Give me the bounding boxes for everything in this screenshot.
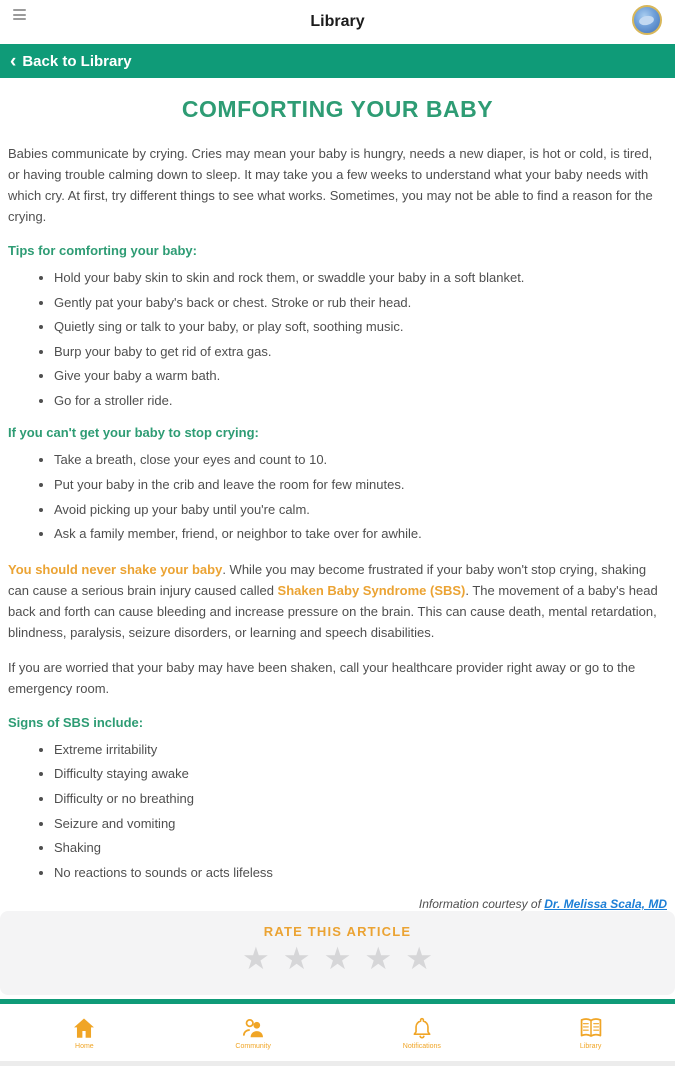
nav-label-library: Library [579, 1043, 602, 1051]
article-title: COMFORTING YOUR BABY [181, 96, 494, 122]
star-icon[interactable]: ★ [405, 941, 433, 977]
cant-stop-list [8, 451, 667, 542]
notifications-icon [409, 1015, 435, 1041]
nav-label-home: Home [75, 1043, 94, 1051]
signs-heading: Signs of SBS include: [8, 714, 144, 730]
star-icon[interactable]: ★ [282, 941, 311, 977]
list-item: • Avoid picking up your baby until you're calm. [54, 501, 667, 519]
nav-item-home[interactable] [0, 1004, 169, 1061]
nav-item-notifications[interactable] [338, 1004, 507, 1061]
star-icon[interactable]: ★ [364, 941, 393, 977]
worried-paragraph: If you are worried that your baby may have been shaken, call your healthcare provider right away or go to the emergency room. [8, 659, 636, 696]
bottom-strip [0, 1061, 675, 1066]
list-item: • Hold your baby skin to skin and rock them, or swaddle your baby in a soft blanket. [54, 269, 667, 287]
list-item: • Give your baby a warm bath. [54, 367, 667, 385]
author-link[interactable]: Dr. Melissa Scala, MD [544, 897, 667, 912]
nav-label-community: Community [235, 1043, 271, 1051]
list-item: • Go for a stroller ride. [54, 392, 667, 410]
list-item: • No reactions to sounds or acts lifeless [54, 864, 667, 882]
star-icon[interactable]: ★ [242, 941, 270, 977]
top-bar [0, 0, 675, 44]
chevron-left-icon: ‹ [10, 50, 17, 72]
tips-heading: Tips for comforting your baby: [8, 243, 197, 259]
warning-text-1: . While you may become frustrated if your baby won't stop crying, shaking can cause a serious brain injury caused called [8, 561, 647, 598]
back-label: Back to Library [22, 52, 132, 70]
main-content [0, 78, 675, 999]
bottom-nav [0, 1004, 675, 1061]
rate-article-panel [0, 911, 675, 995]
warning-paragraph [8, 559, 667, 643]
list-item: • Difficulty or no breathing [54, 790, 667, 808]
hamburger-menu-icon[interactable] [13, 9, 26, 20]
list-item: • Extreme irritability [54, 741, 667, 759]
list-item: • Take a breath, close your eyes and count to 10. [54, 451, 667, 469]
list-item: • Difficulty staying awake [54, 765, 667, 783]
sbs-term: Shaken Baby Syndrome (SBS) [277, 582, 466, 598]
library-icon [578, 1015, 604, 1041]
nav-label-notifications: Notifications [402, 1043, 441, 1051]
list-item: • Shaking [54, 839, 667, 857]
attribution [8, 897, 667, 911]
nav-item-community[interactable] [169, 1004, 338, 1061]
list-item: • Put your baby in the crib and leave the room for few minutes. [54, 476, 667, 494]
warning-lead: You should never shake your baby [8, 561, 223, 577]
article-body [0, 78, 675, 911]
tips-list [8, 269, 667, 409]
profile-avatar[interactable] [632, 5, 662, 35]
rate-article-title: RATE THIS ARTICLE [263, 924, 412, 940]
cant-stop-heading: If you can't get your baby to stop crying: [8, 425, 259, 441]
list-item: • Gently pat your baby's back or chest. Stroke or rub their head. [54, 294, 667, 312]
community-icon [240, 1015, 266, 1041]
signs-list [8, 741, 667, 881]
attribution-prefix: Information courtesy of [418, 897, 545, 912]
list-item: • Burp your baby to get rid of extra gas. [54, 343, 667, 361]
intro-paragraph: Babies communicate by crying. Cries may mean your baby is hungry, needs a new diaper, is hot or cold, is tired, or having trouble calming down to sleep. It may take you a few weeks to understand what your baby needs with which cry. At first, try different things to see what works. Sometimes, you may not be able to find a reason for the crying. [8, 146, 653, 225]
list-item: • Quietly sing or talk to your baby, or play soft, soothing music. [54, 318, 667, 336]
list-item: • Ask a family member, friend, or neighbor to take over for awhile. [54, 525, 667, 543]
back-to-library-button[interactable] [0, 44, 675, 78]
home-icon [71, 1015, 97, 1041]
star-rating [0, 941, 675, 977]
list-item: • Seizure and vomiting [54, 815, 667, 833]
warning-text-2: . The movement of a baby's head back and forth can cause bleeding and increase pressure on the brain. This can cause death, mental retardation, blindness, paralysis, seizure disorders, or learning and speech disabilities. [8, 582, 658, 640]
nav-item-library[interactable] [506, 1004, 675, 1061]
star-icon[interactable]: ★ [323, 941, 352, 977]
page-title: Library [310, 13, 365, 30]
